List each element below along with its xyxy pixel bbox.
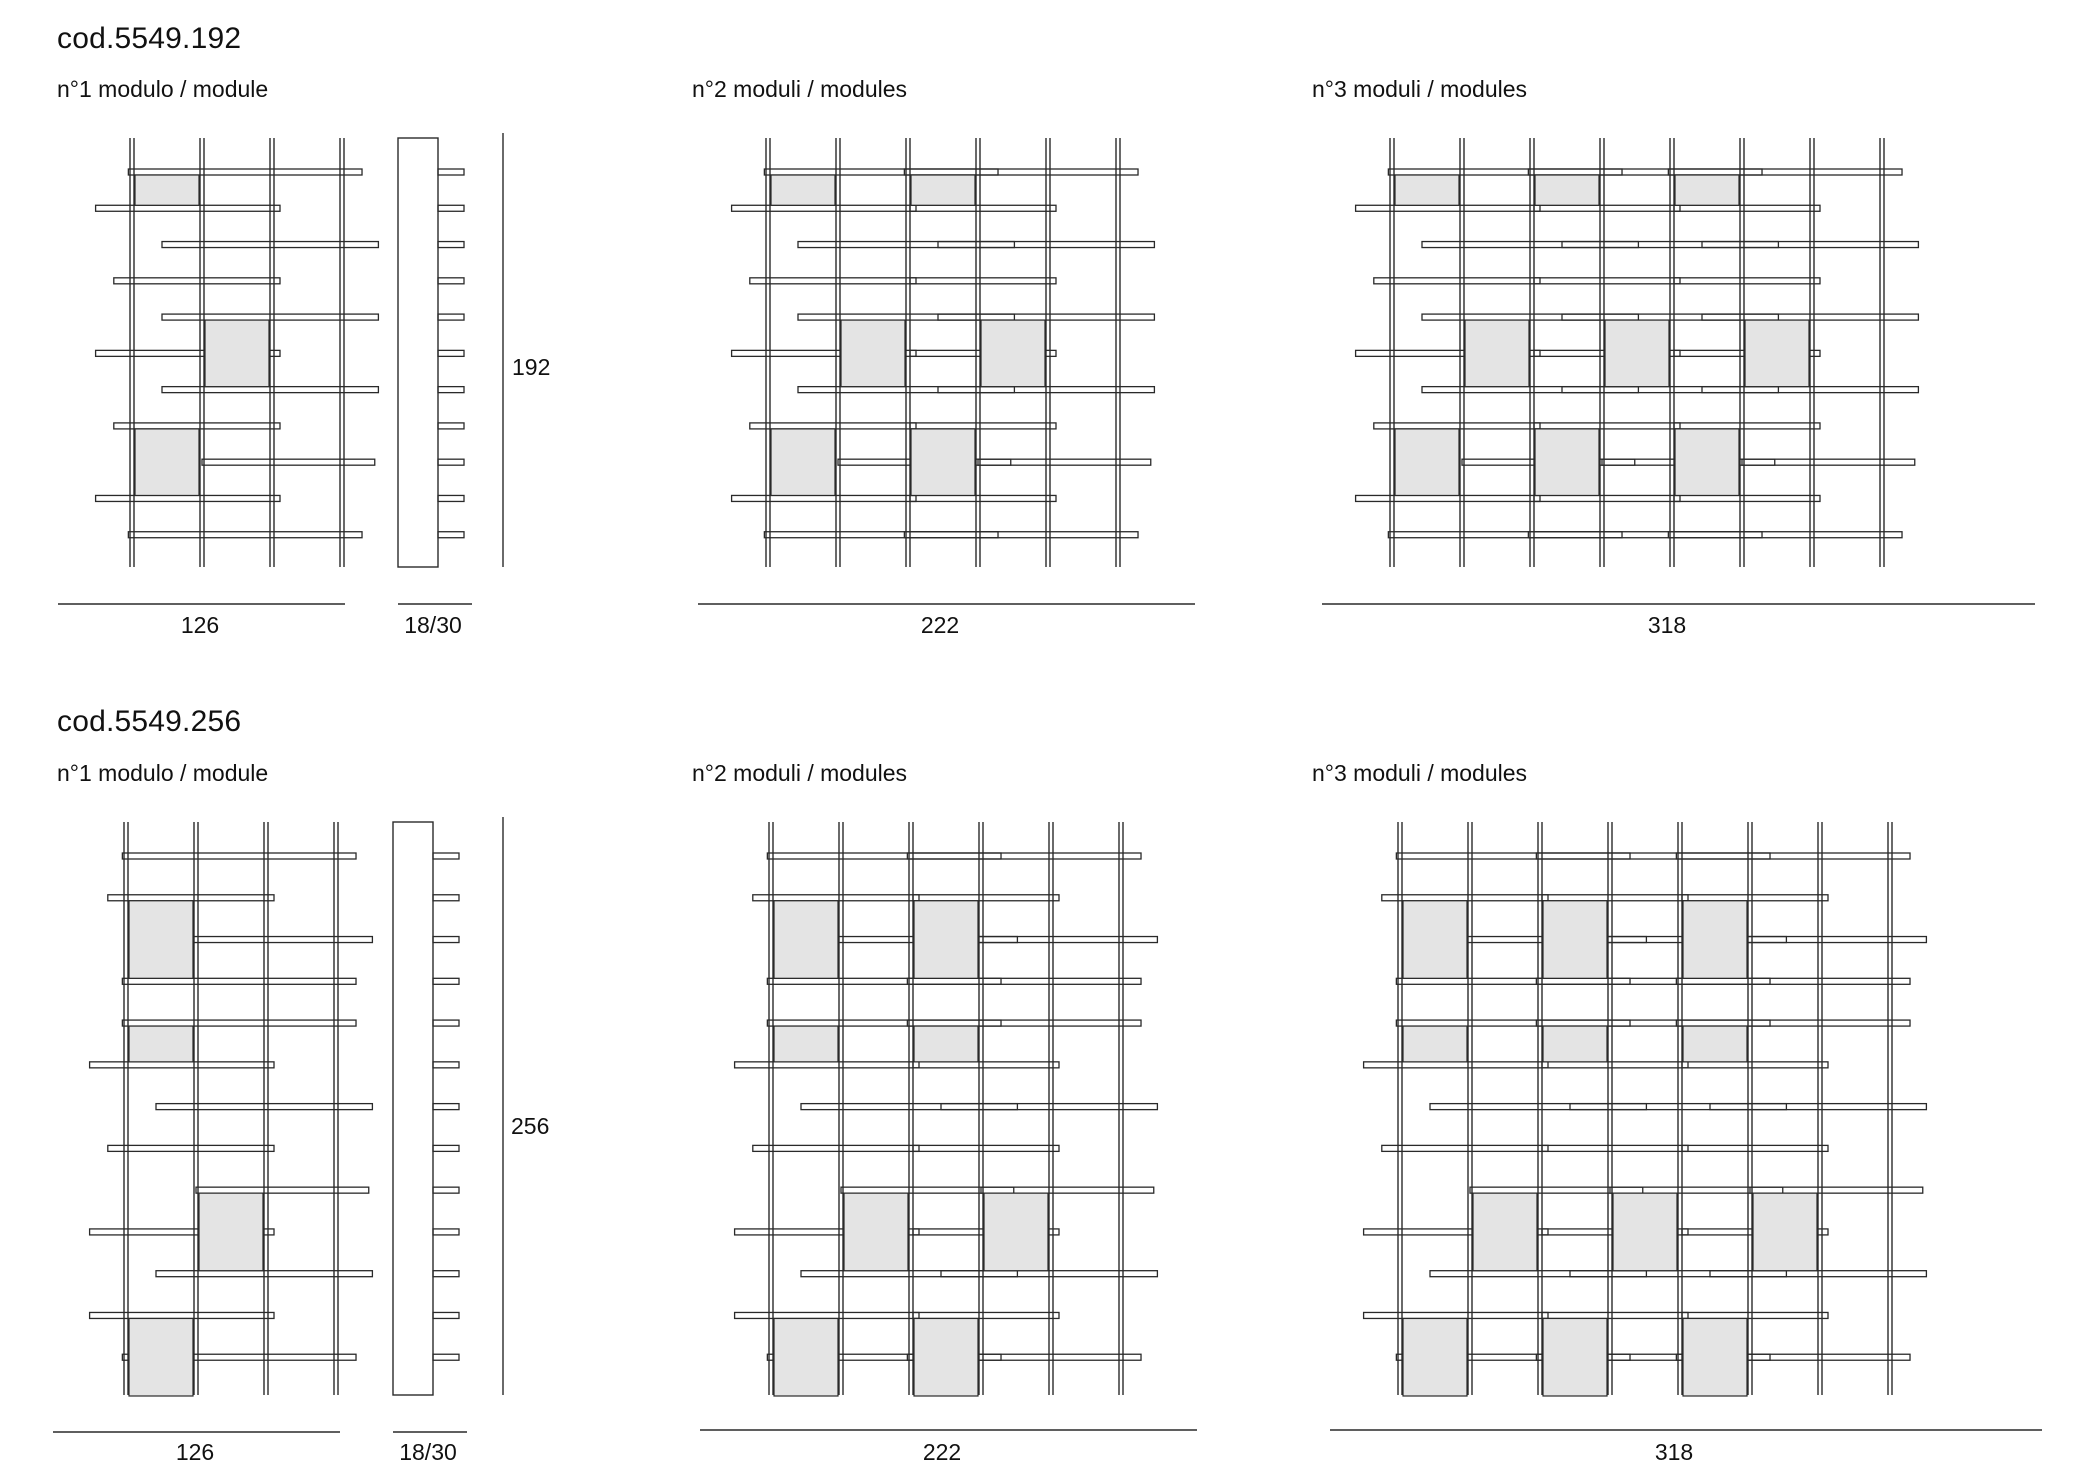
s1-single-shelf [114, 423, 280, 429]
s2-side-shelf [433, 895, 459, 901]
s2-single-shelf [108, 895, 274, 901]
s1-triple-shelf [1374, 423, 1540, 429]
s2-triple-shelf [1536, 978, 1770, 984]
s1-side-shelf [438, 423, 464, 429]
s2-triple-shelf [1682, 895, 1828, 901]
s2-triple-shelf [1382, 1145, 1548, 1151]
s2-side-shelf [433, 978, 459, 984]
section-1-code: cod.5549.192 [57, 22, 242, 55]
s2-side-shelf [433, 937, 459, 943]
s2-triple-back-panel [1473, 1193, 1537, 1271]
s2-side-shelf [433, 853, 459, 859]
s2-side-shelf [433, 1187, 459, 1193]
s1-triple-shelf [1356, 495, 1540, 501]
s2-double-back-panel [984, 1193, 1048, 1271]
s2-side-shelf [433, 1229, 459, 1235]
s1-single-shelf [128, 532, 362, 538]
s1-side-shelf [438, 242, 464, 248]
s1-triple-back-panel [1605, 320, 1669, 387]
s2-triple-back-panel [1613, 1193, 1677, 1271]
s2-side-shelf [433, 1271, 459, 1277]
s1-side-shelf [438, 532, 464, 538]
s1-single-back-panel [135, 429, 199, 496]
s1-single-shelf [202, 459, 375, 465]
s1-double-back-panel [911, 175, 975, 205]
s2-double-shelf [753, 895, 919, 901]
s1-triple-shelf [1356, 205, 1540, 211]
s1-double-shelf [750, 423, 916, 429]
s1-side-shelf [438, 387, 464, 393]
s2-triple-shelf [1682, 1312, 1828, 1318]
s1-triple-shelf [1668, 169, 1902, 175]
s2-double-back-panel [774, 1026, 838, 1062]
s1-double-shelf [904, 532, 1138, 538]
s2-single-shelf [122, 1020, 356, 1026]
s1-double-back-panel [981, 320, 1045, 387]
s2-triple-shelf [1682, 1145, 1828, 1151]
s1-side-shelf [438, 278, 464, 284]
s1-double-shelf [910, 423, 1056, 429]
s2-triple-back-panel [1403, 901, 1467, 979]
s1-triple-shelf [1668, 532, 1902, 538]
s2-double-back-panel [914, 901, 978, 979]
s2-double-shelf [907, 978, 1141, 984]
s2-triple-shelf [1382, 895, 1548, 901]
section-1-width-triple-dimension: 318 [1647, 612, 1687, 638]
s2-triple-back-panel [1403, 1026, 1467, 1062]
s2-side-frame [393, 822, 433, 1395]
s2-double-back-panel [774, 901, 838, 979]
s1-triple-back-panel [1745, 320, 1809, 387]
s1-double-back-panel [841, 320, 905, 387]
s2-double-shelf [913, 1145, 1059, 1151]
s2-single-shelf [90, 1312, 274, 1318]
s2-single-back-panel [199, 1193, 263, 1271]
s1-triple-back-panel [1395, 175, 1459, 205]
s2-side-shelf [433, 1354, 459, 1360]
s1-double-shelf [764, 532, 998, 538]
s1-double-shelf [978, 459, 1151, 465]
s2-side-shelf [433, 1020, 459, 1026]
s1-double-shelf [910, 278, 1056, 284]
s2-single-back-panel [129, 901, 193, 979]
s2-triple-shelf [1396, 853, 1630, 859]
s1-double-shelf [764, 169, 998, 175]
s1-triple-shelf [1534, 495, 1680, 501]
s2-double-shelf [753, 1145, 919, 1151]
s1-double-shelf [750, 278, 916, 284]
section-1-width-single-dimension: 126 [180, 612, 220, 638]
section-1-triple-module-label: n°3 moduli / modules [1312, 76, 1528, 102]
s1-single-shelf [96, 495, 280, 501]
section-2-depth-dimension: 18/30 [399, 1439, 457, 1465]
s2-triple-shelf [1542, 1312, 1688, 1318]
s2-triple-shelf [1542, 1062, 1688, 1068]
s2-triple-back-panel [1543, 1026, 1607, 1062]
s2-side-shelf [433, 1145, 459, 1151]
section-1-width-double-dimension: 222 [920, 612, 960, 638]
section-2-height-dimension: 256 [511, 1113, 550, 1139]
s2-triple-shelf [1676, 978, 1910, 984]
s1-triple-shelf [1528, 169, 1762, 175]
s1-triple-shelf [1674, 495, 1820, 501]
section-1-depth-dimension: 18/30 [404, 612, 462, 638]
s1-triple-back-panel [1395, 429, 1459, 496]
s2-triple-shelf [1396, 1020, 1630, 1026]
s1-side-frame [398, 138, 438, 567]
s1-single-shelf [96, 205, 280, 211]
s1-single-back-panel [205, 320, 269, 387]
s1-triple-shelf [1674, 278, 1820, 284]
s2-side-shelf [433, 1062, 459, 1068]
s2-double-shelf [913, 1312, 1059, 1318]
s2-double-back-panel [844, 1193, 908, 1271]
s1-double-shelf [910, 495, 1056, 501]
section-2-double-module-label: n°2 moduli / modules [692, 760, 908, 786]
s2-single-back-panel [129, 1318, 193, 1396]
s2-single-back-panel [129, 1026, 193, 1062]
s1-triple-shelf [1742, 459, 1915, 465]
s2-triple-back-panel [1543, 901, 1607, 979]
s1-triple-shelf [1534, 205, 1680, 211]
s2-triple-back-panel [1683, 901, 1747, 979]
s1-double-shelf [732, 205, 916, 211]
s2-side-shelf [433, 1104, 459, 1110]
section-1-single-module-label: n°1 modulo / module [57, 76, 269, 102]
s2-single-shelf [122, 853, 356, 859]
s1-triple-back-panel [1675, 429, 1739, 496]
s1-double-shelf [910, 205, 1056, 211]
s1-triple-shelf [1528, 532, 1762, 538]
s1-triple-back-panel [1535, 429, 1599, 496]
s1-double-back-panel [911, 429, 975, 496]
s2-double-shelf [907, 853, 1141, 859]
section-2-triple-module-label: n°3 moduli / modules [1312, 760, 1528, 786]
section-2-code: cod.5549.256 [57, 705, 242, 738]
s1-triple-back-panel [1675, 175, 1739, 205]
s2-double-shelf [913, 1062, 1059, 1068]
s2-triple-shelf [1542, 895, 1688, 901]
s1-triple-shelf [1674, 205, 1820, 211]
s1-side-shelf [438, 205, 464, 211]
s2-triple-shelf [1682, 1062, 1828, 1068]
s2-triple-shelf [1750, 1187, 1923, 1193]
s1-side-shelf [438, 459, 464, 465]
s1-side-shelf [438, 495, 464, 501]
s2-double-back-panel [914, 1026, 978, 1062]
s1-triple-shelf [1534, 423, 1680, 429]
s1-triple-shelf [1374, 278, 1540, 284]
s1-side-shelf [438, 169, 464, 175]
s1-side-shelf [438, 350, 464, 356]
s2-single-shelf [122, 978, 356, 984]
s1-double-shelf [904, 169, 1138, 175]
s2-single-shelf [108, 1145, 274, 1151]
s1-double-back-panel [771, 429, 835, 496]
s2-side-shelf [433, 1312, 459, 1318]
s2-triple-shelf [1364, 1312, 1548, 1318]
s1-triple-back-panel [1465, 320, 1529, 387]
s2-triple-shelf [1676, 853, 1910, 859]
s2-triple-back-panel [1403, 1318, 1467, 1396]
s2-triple-shelf [1676, 1020, 1910, 1026]
s2-triple-back-panel [1753, 1193, 1817, 1271]
s2-double-back-panel [914, 1318, 978, 1396]
s2-triple-shelf [1536, 853, 1770, 859]
s2-double-shelf [767, 1020, 1001, 1026]
s2-double-shelf [981, 1187, 1154, 1193]
s2-double-shelf [735, 1062, 919, 1068]
section-2-width-single-dimension: 126 [175, 1439, 215, 1465]
s1-double-shelf [732, 495, 916, 501]
s1-single-shelf [114, 278, 280, 284]
s2-triple-shelf [1610, 1187, 1783, 1193]
s2-triple-shelf [1536, 1020, 1770, 1026]
s2-triple-back-panel [1683, 1318, 1747, 1396]
s1-triple-shelf [1674, 423, 1820, 429]
s2-double-shelf [767, 853, 1001, 859]
section-2-width-double-dimension: 222 [922, 1439, 962, 1465]
s1-side-shelf [438, 314, 464, 320]
s1-triple-shelf [1388, 532, 1622, 538]
s1-triple-back-panel [1535, 175, 1599, 205]
s2-double-shelf [735, 1312, 919, 1318]
s2-double-shelf [841, 1187, 1014, 1193]
s1-double-back-panel [771, 175, 835, 205]
s2-double-shelf [913, 895, 1059, 901]
s2-single-shelf [90, 1062, 274, 1068]
s2-triple-shelf [1470, 1187, 1643, 1193]
s2-double-back-panel [774, 1318, 838, 1396]
s2-single-shelf [196, 1187, 369, 1193]
section-2-width-triple-dimension: 318 [1654, 1439, 1694, 1465]
s2-double-shelf [907, 1020, 1141, 1026]
section-1-height-dimension: 192 [512, 354, 551, 380]
s2-double-shelf [767, 978, 1001, 984]
section-1-double-module-label: n°2 moduli / modules [692, 76, 908, 102]
s2-triple-shelf [1364, 1062, 1548, 1068]
s1-triple-shelf [1388, 169, 1622, 175]
s2-triple-shelf [1396, 978, 1630, 984]
s2-triple-back-panel [1683, 1026, 1747, 1062]
section-2-single-module-label: n°1 modulo / module [57, 760, 269, 786]
s1-triple-shelf [1534, 278, 1680, 284]
s2-triple-shelf [1542, 1145, 1688, 1151]
s1-single-back-panel [135, 175, 199, 205]
s1-single-shelf [128, 169, 362, 175]
s2-triple-back-panel [1543, 1318, 1607, 1396]
